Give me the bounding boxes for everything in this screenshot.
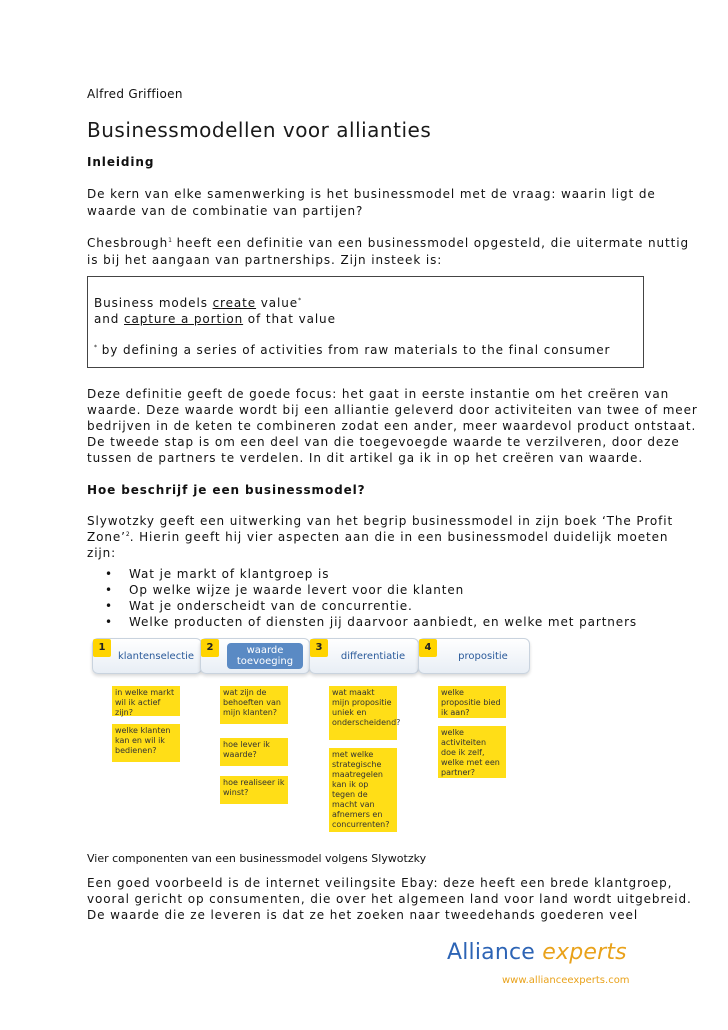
paragraph-line: vooral gericht op consumenten, die over het algemeen land voor land wordt uitgebreid. bbox=[87, 892, 692, 906]
bullet-icon: • bbox=[105, 599, 113, 613]
paragraph-line: De tweede stap is om een deel van die toegevoegde waarde te verzilveren, door deze bbox=[87, 435, 680, 449]
paragraph-line: De waarde die ze leveren is dat ze het zoeken naar tweedehands goederen veel bbox=[87, 908, 639, 922]
page-title: Businessmodellen voor allianties bbox=[87, 118, 432, 142]
paragraph-line bbox=[87, 235, 689, 251]
text: . Hierin geeft hij vier aspecten aan die in een businessmodel duidelijk moeten bbox=[129, 530, 669, 544]
diagram-card: hoe realiseer ik winst? bbox=[220, 776, 288, 804]
footnote-mark: * bbox=[94, 344, 97, 351]
paragraph-line: Deze definitie geeft de goede focus: het gaat in eerste instantie om het creëren van bbox=[87, 387, 670, 401]
paragraph-line bbox=[87, 529, 668, 545]
diagram-card: welke activiteiten doe ik zelf, welke met een partner? bbox=[438, 726, 506, 778]
text: value bbox=[256, 296, 299, 310]
step-box-4 bbox=[418, 638, 530, 674]
text: Business models bbox=[94, 296, 213, 310]
text: and bbox=[94, 312, 124, 326]
diagram-card: met welke strategische maatregelen kan ik op tegen de macht van afnemers en concurrenten? bbox=[329, 748, 397, 832]
list-item-text: Welke producten of diensten jij daarvoor aanbiedt, en welke met partners bbox=[129, 615, 638, 629]
step-label: waarde toevoeging bbox=[227, 643, 303, 669]
step-number: 2 bbox=[201, 639, 219, 657]
text: by defining a series of activities from raw materials to the final consumer bbox=[97, 343, 611, 357]
bullet-icon: • bbox=[105, 615, 113, 629]
definition-box bbox=[87, 276, 644, 368]
definition-line bbox=[94, 311, 336, 327]
diagram-card: in welke markt wil ik actief zijn? bbox=[112, 686, 180, 716]
step-label: klantenselectie bbox=[117, 650, 195, 662]
underlined-text: capture a portion bbox=[124, 312, 244, 326]
section-heading-businessmodel: Hoe beschrijf je een businessmodel? bbox=[87, 483, 366, 497]
figure-caption: Vier componenten van een businessmodel volgens Slywotzky bbox=[87, 852, 427, 865]
paragraph-line: Slywotzky geeft een uitwerking van het begrip businessmodel in zijn boek ‘The Profit bbox=[87, 514, 674, 528]
text: Chesbrough bbox=[87, 236, 169, 250]
paragraph-line: De kern van elke samenwerking is het businessmodel met de vraag: waarin ligt de bbox=[87, 187, 656, 201]
step-box-3 bbox=[309, 638, 419, 674]
paragraph-line: is bij het aangaan van partnerships. Zijn insteek is: bbox=[87, 253, 443, 267]
bullet-icon: • bbox=[105, 583, 113, 597]
footnote-ref: 2 bbox=[125, 531, 130, 538]
brand-text: Alliance bbox=[447, 940, 543, 965]
list-item-text: Op welke wijze je waarde levert voor die klanten bbox=[129, 583, 465, 597]
step-number: 3 bbox=[310, 639, 328, 657]
text: heeft een definitie van een businessmodel opgesteld, die uitermate nuttig bbox=[171, 236, 689, 250]
text: Zone’ bbox=[87, 530, 126, 544]
step-label: differentiatie bbox=[340, 650, 406, 662]
paragraph-line: waarde. Deze waarde wordt bij een alliantie geleverd door activiteiten van twee of meer bbox=[87, 403, 698, 417]
step-box-2 bbox=[200, 638, 310, 674]
step-number: 4 bbox=[419, 639, 437, 657]
text: of that value bbox=[243, 312, 336, 326]
paragraph-line: zijn: bbox=[87, 546, 117, 560]
author: Alfred Griffioen bbox=[87, 87, 183, 101]
diagram-card: wat maakt mijn propositie uniek en onderscheidend? bbox=[329, 686, 397, 740]
business-model-diagram bbox=[87, 636, 607, 846]
paragraph-line: tussen de partners te verdelen. In dit artikel ga ik in op het creëren van waarde. bbox=[87, 451, 644, 465]
definition-line bbox=[94, 295, 301, 311]
footer-url: www.allianceexperts.com bbox=[502, 975, 630, 986]
definition-footnote bbox=[94, 342, 610, 358]
section-heading-inleiding: Inleiding bbox=[87, 155, 155, 169]
list-item-text: Wat je markt of klantgroep is bbox=[129, 567, 330, 581]
paragraph-line: Een goed voorbeeld is de internet veilingsite Ebay: deze heeft een brede klantgroep, bbox=[87, 876, 673, 890]
diagram-card: welke klanten kan en wil ik bedienen? bbox=[112, 724, 180, 762]
diagram-card: welke propositie bied ik aan? bbox=[438, 686, 506, 718]
step-label: propositie bbox=[458, 650, 508, 662]
diagram-card: wat zijn de behoeften van mijn klanten? bbox=[220, 686, 288, 724]
alliance-experts-logo bbox=[447, 940, 627, 965]
brand-accent-text: experts bbox=[542, 940, 627, 965]
footnote-ref: * bbox=[298, 297, 302, 304]
list-item-text: Wat je onderscheidt van de concurrentie. bbox=[129, 599, 413, 613]
footnote-ref: 1 bbox=[168, 237, 172, 244]
paragraph-line: bedrijven in de keten te combineren zodat een ander, meer waardevol product ontstaat. bbox=[87, 419, 697, 433]
diagram-card: hoe lever ik waarde? bbox=[220, 738, 288, 766]
step-number: 1 bbox=[93, 639, 111, 657]
paragraph-line: waarde van de combinatie van partijen? bbox=[87, 204, 364, 218]
step-box-1 bbox=[92, 638, 202, 674]
underlined-text: create bbox=[212, 296, 257, 310]
bullet-icon: • bbox=[105, 567, 113, 581]
